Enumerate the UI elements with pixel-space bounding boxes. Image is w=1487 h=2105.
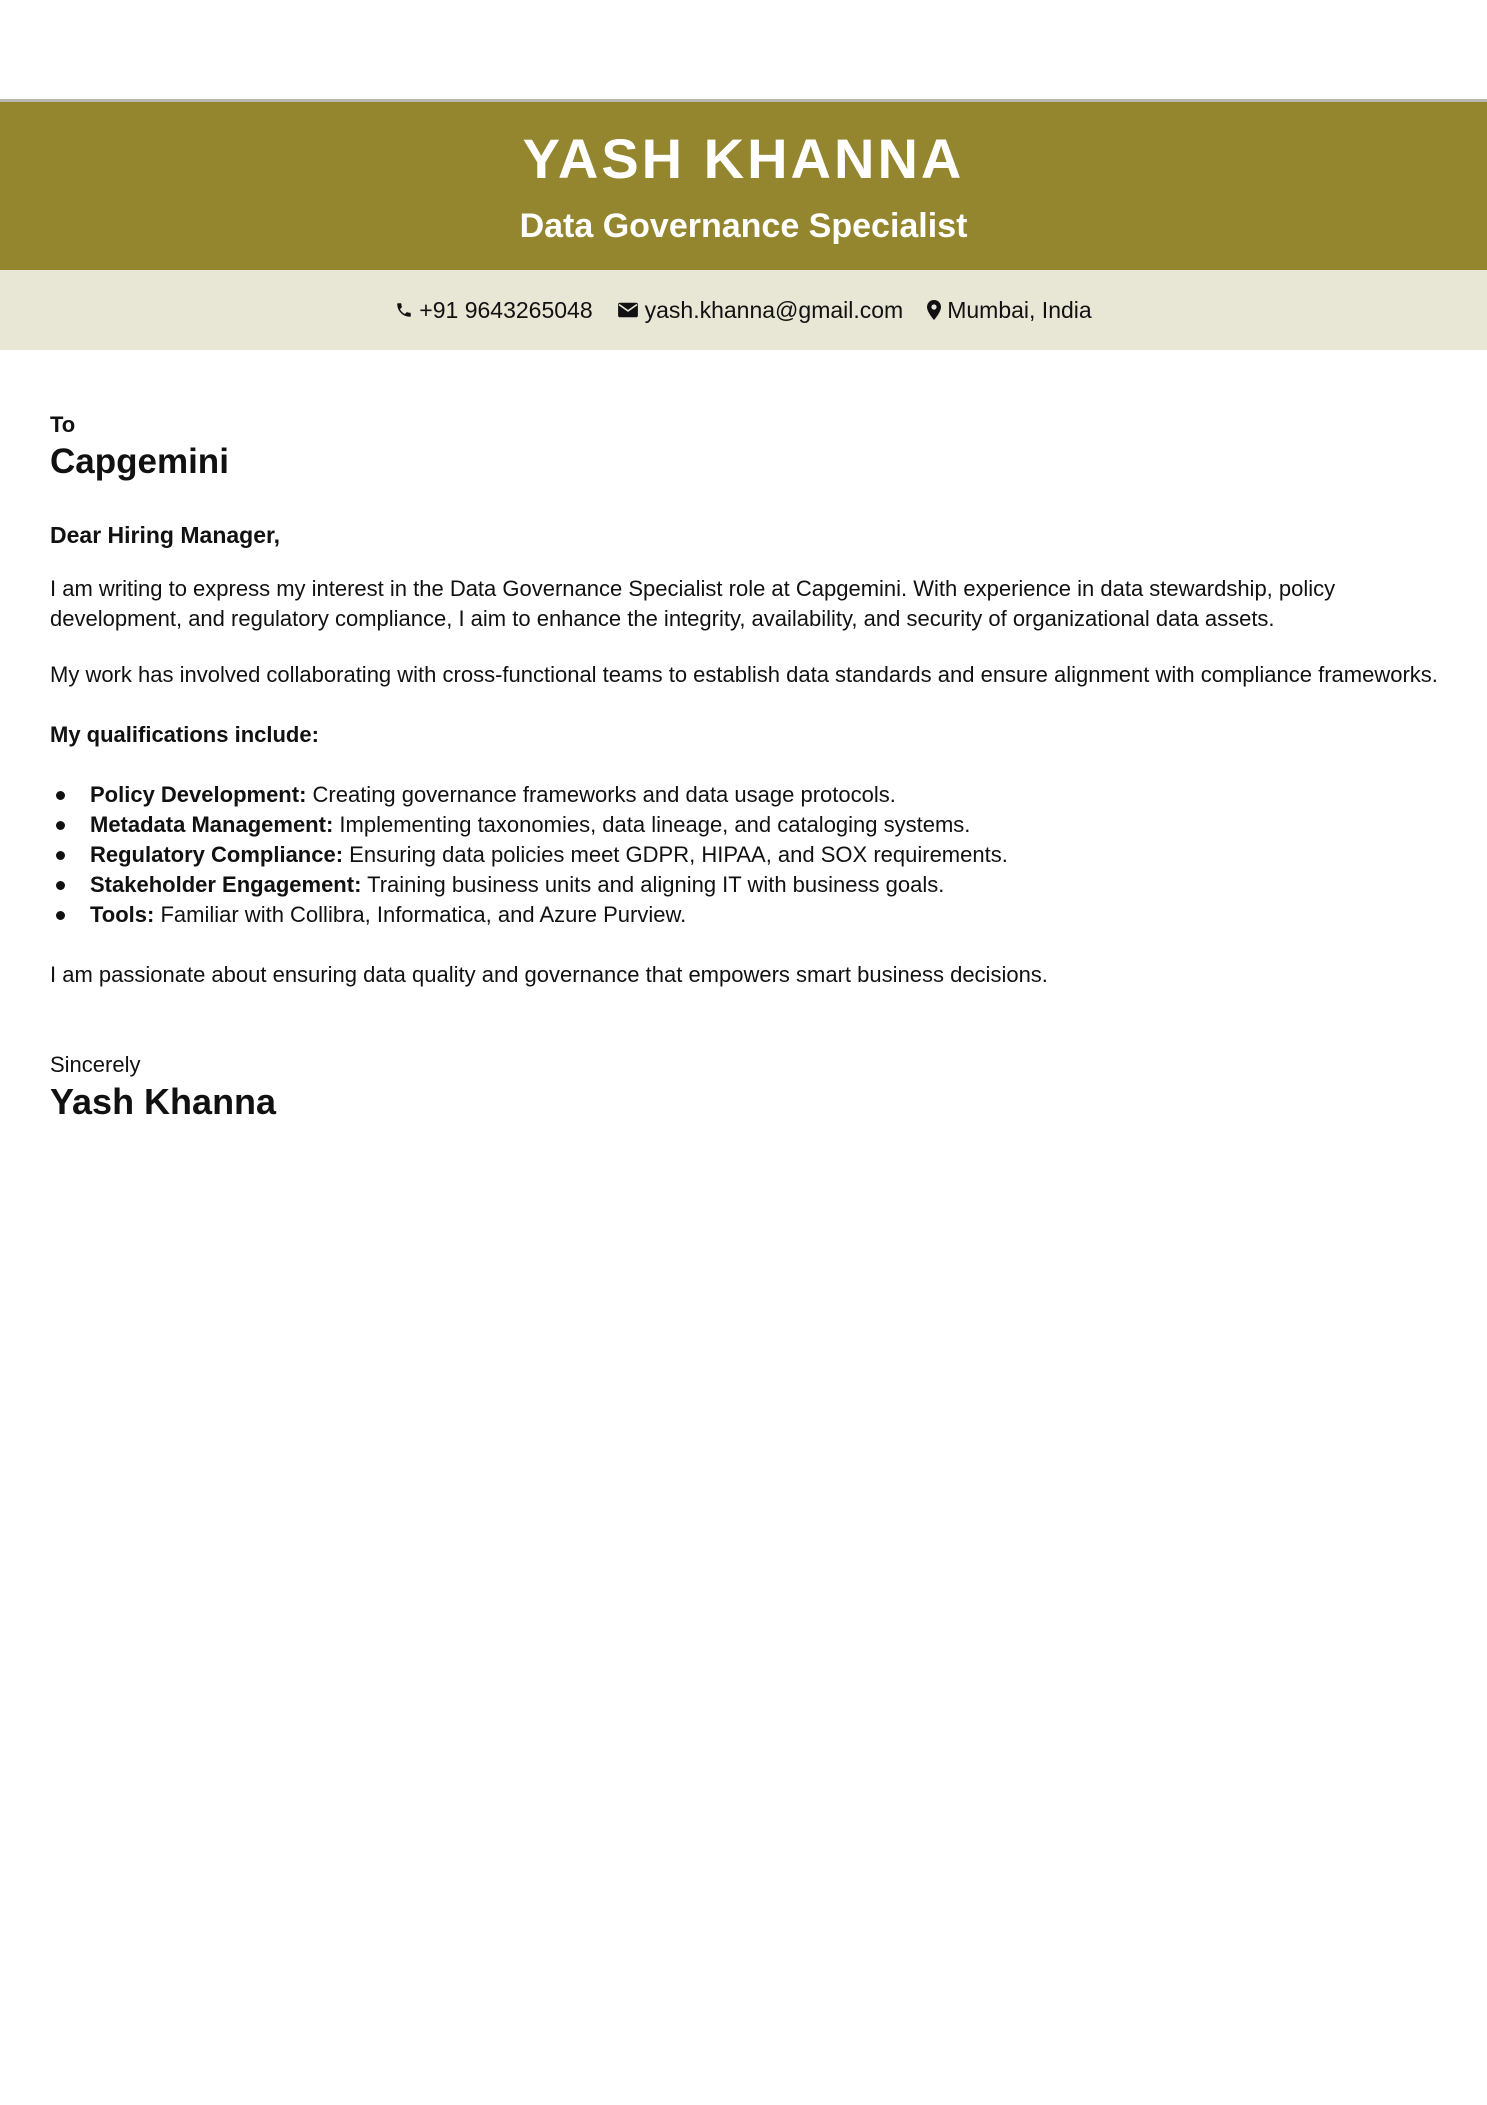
salutation: Dear Hiring Manager,: [50, 522, 281, 548]
experience-paragraph: My work has involved collaborating with cross-functional teams to establish data standards and ensure alignment with compliance frameworks.: [50, 662, 1438, 687]
applicant-role: Data Governance Specialist: [519, 207, 968, 245]
sign-off: Sincerely: [50, 1052, 141, 1077]
qualification-text: Familiar with Collibra, Informatica, and Azure Purview.: [154, 902, 687, 927]
qualification-term: Policy Development:: [90, 782, 307, 807]
bullet-icon: [56, 911, 65, 920]
qualification-term: Stakeholder Engagement:: [90, 872, 362, 897]
applicant-name: YASH KHANNA: [522, 127, 965, 190]
contact-email: [617, 297, 904, 324]
bullet-icon: [56, 851, 65, 860]
bullet-icon: [56, 821, 65, 830]
letter-body: [50, 410, 1440, 1124]
map-marker-icon: [927, 300, 941, 320]
contact-location: [927, 297, 1091, 324]
qualification-term: Tools:: [90, 902, 155, 927]
list-item: [50, 810, 1440, 840]
closing-paragraph: I am passionate about ensuring data quality and governance that empowers smart business decisions.: [50, 962, 1048, 987]
list-item: [50, 900, 1440, 930]
qualification-term: Metadata Management:: [90, 812, 334, 837]
location-text: Mumbai, India: [947, 296, 1092, 323]
phone-icon: [395, 301, 413, 319]
recipient-label: To: [50, 412, 76, 437]
qualification-text: Ensuring data policies meet GDPR, HIPAA, and SOX requirements.: [343, 842, 1008, 867]
bullet-icon: [56, 881, 65, 890]
intro-paragraph: I am writing to express my interest in the Data Governance Specialist role at Capgemini. With experience in data stewardship, policy development, and regulatory compliance, I aim to enhance the integrity, availability, and security of organizational data assets.: [50, 576, 1336, 631]
recipient-company: Capgemini: [50, 442, 229, 481]
signature-name: Yash Khanna: [50, 1081, 277, 1122]
list-item: [50, 780, 1440, 810]
qualification-text: Implementing taxonomies, data lineage, and cataloging systems.: [333, 812, 971, 837]
qualification-term: Regulatory Compliance:: [90, 842, 344, 867]
phone-number: +91 9643265048: [419, 296, 593, 323]
bullet-icon: [56, 791, 65, 800]
qualification-text: Creating governance frameworks and data usage protocols.: [306, 782, 896, 807]
header-band: [0, 102, 1487, 270]
qualifications-list: [50, 780, 1440, 930]
envelope-icon: [617, 301, 639, 319]
list-item: [50, 870, 1440, 900]
list-item: [50, 840, 1440, 870]
contact-bar: [0, 270, 1487, 350]
qualification-text: Training business units and aligning IT with business goals.: [361, 872, 945, 897]
qualifications-heading: My qualifications include:: [50, 722, 319, 747]
contact-phone: [395, 297, 592, 324]
email-address: yash.khanna@gmail.com: [644, 296, 904, 323]
